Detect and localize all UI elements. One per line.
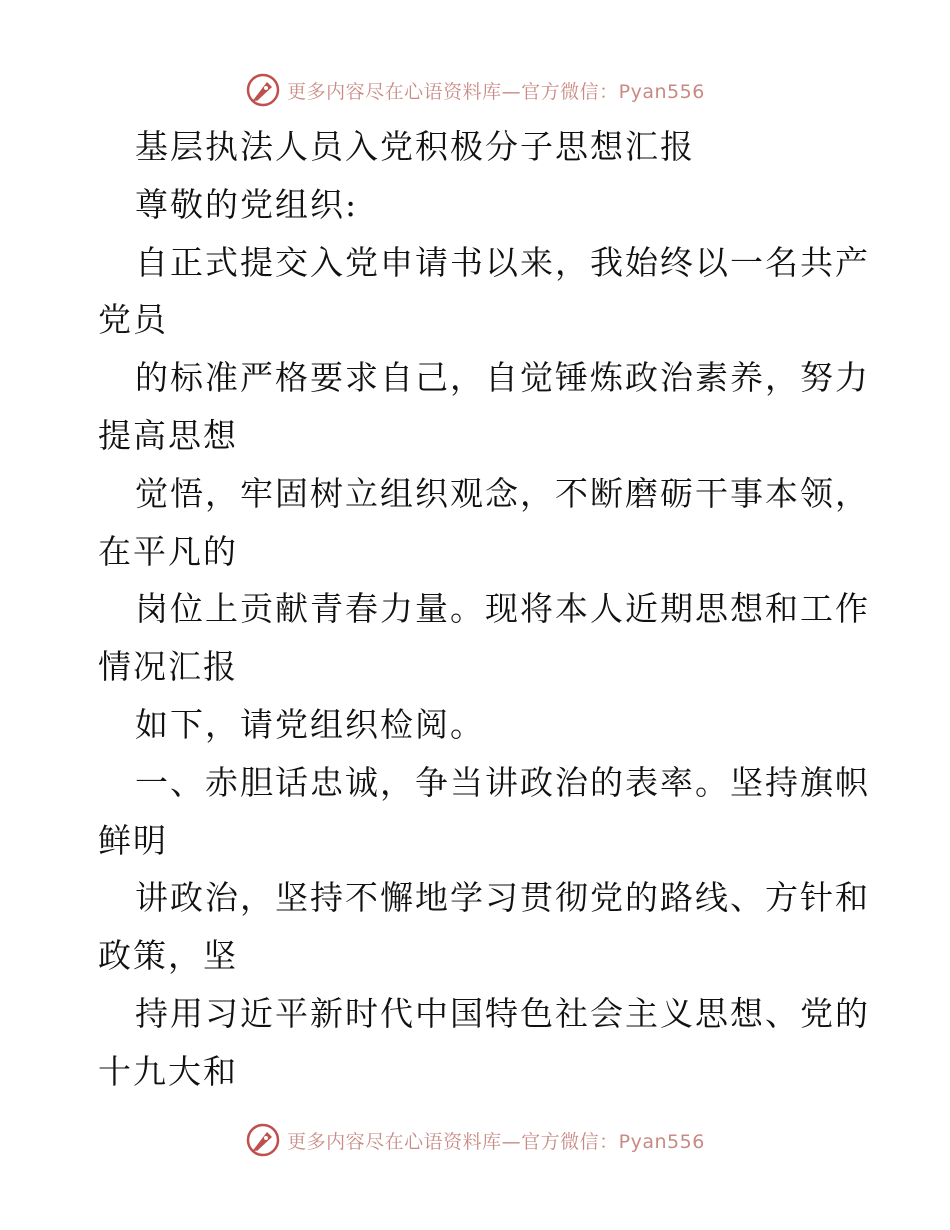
text-line: 党员 [98,300,168,340]
watermark-text: 更多内容尽在心语资料库—官方微信：Pyan556 [287,1130,705,1153]
document-body [98,118,870,1101]
text-line: 的标准严格要求自己，自觉锤炼政治素养，努力 [135,358,870,398]
text-line: 持用习近平新时代中国特色社会主义思想、党的 [135,993,870,1033]
text-line: 提高思想 [98,415,238,455]
text-line: 鲜明 [98,820,168,860]
text-line: 尊敬的党组织: [135,184,359,224]
footer-watermark [0,1120,950,1160]
watermark-text: 更多内容尽在心语资料库—官方微信：Pyan556 [287,80,705,103]
text-line: 一、赤胆话忠诚，争当讲政治的表率。坚持旗帜 [135,762,870,802]
text-line: 如下，请党组织检阅。 [135,704,485,744]
header-watermark [0,70,950,110]
text-line: 政策，坚 [98,936,238,976]
text-line: 情况汇报 [98,647,238,687]
pen-nib-logo-icon [245,72,281,108]
text-line: 讲政治，坚持不懈地学习贯彻党的路线、方针和 [135,878,870,918]
text-line: 十九大和 [98,1051,238,1091]
text-line: 自正式提交入党申请书以来，我始终以一名共产 [135,242,870,282]
text-line: 基层执法人员入党积极分子思想汇报 [135,127,695,166]
text-line: 在平凡的 [98,531,238,571]
text-line: 觉悟，牢固树立组织观念，不断磨砺干事本领， [135,473,870,513]
pen-nib-logo-icon [245,1122,281,1158]
text-line: 岗位上贡献青春力量。现将本人近期思想和工作 [135,589,870,629]
